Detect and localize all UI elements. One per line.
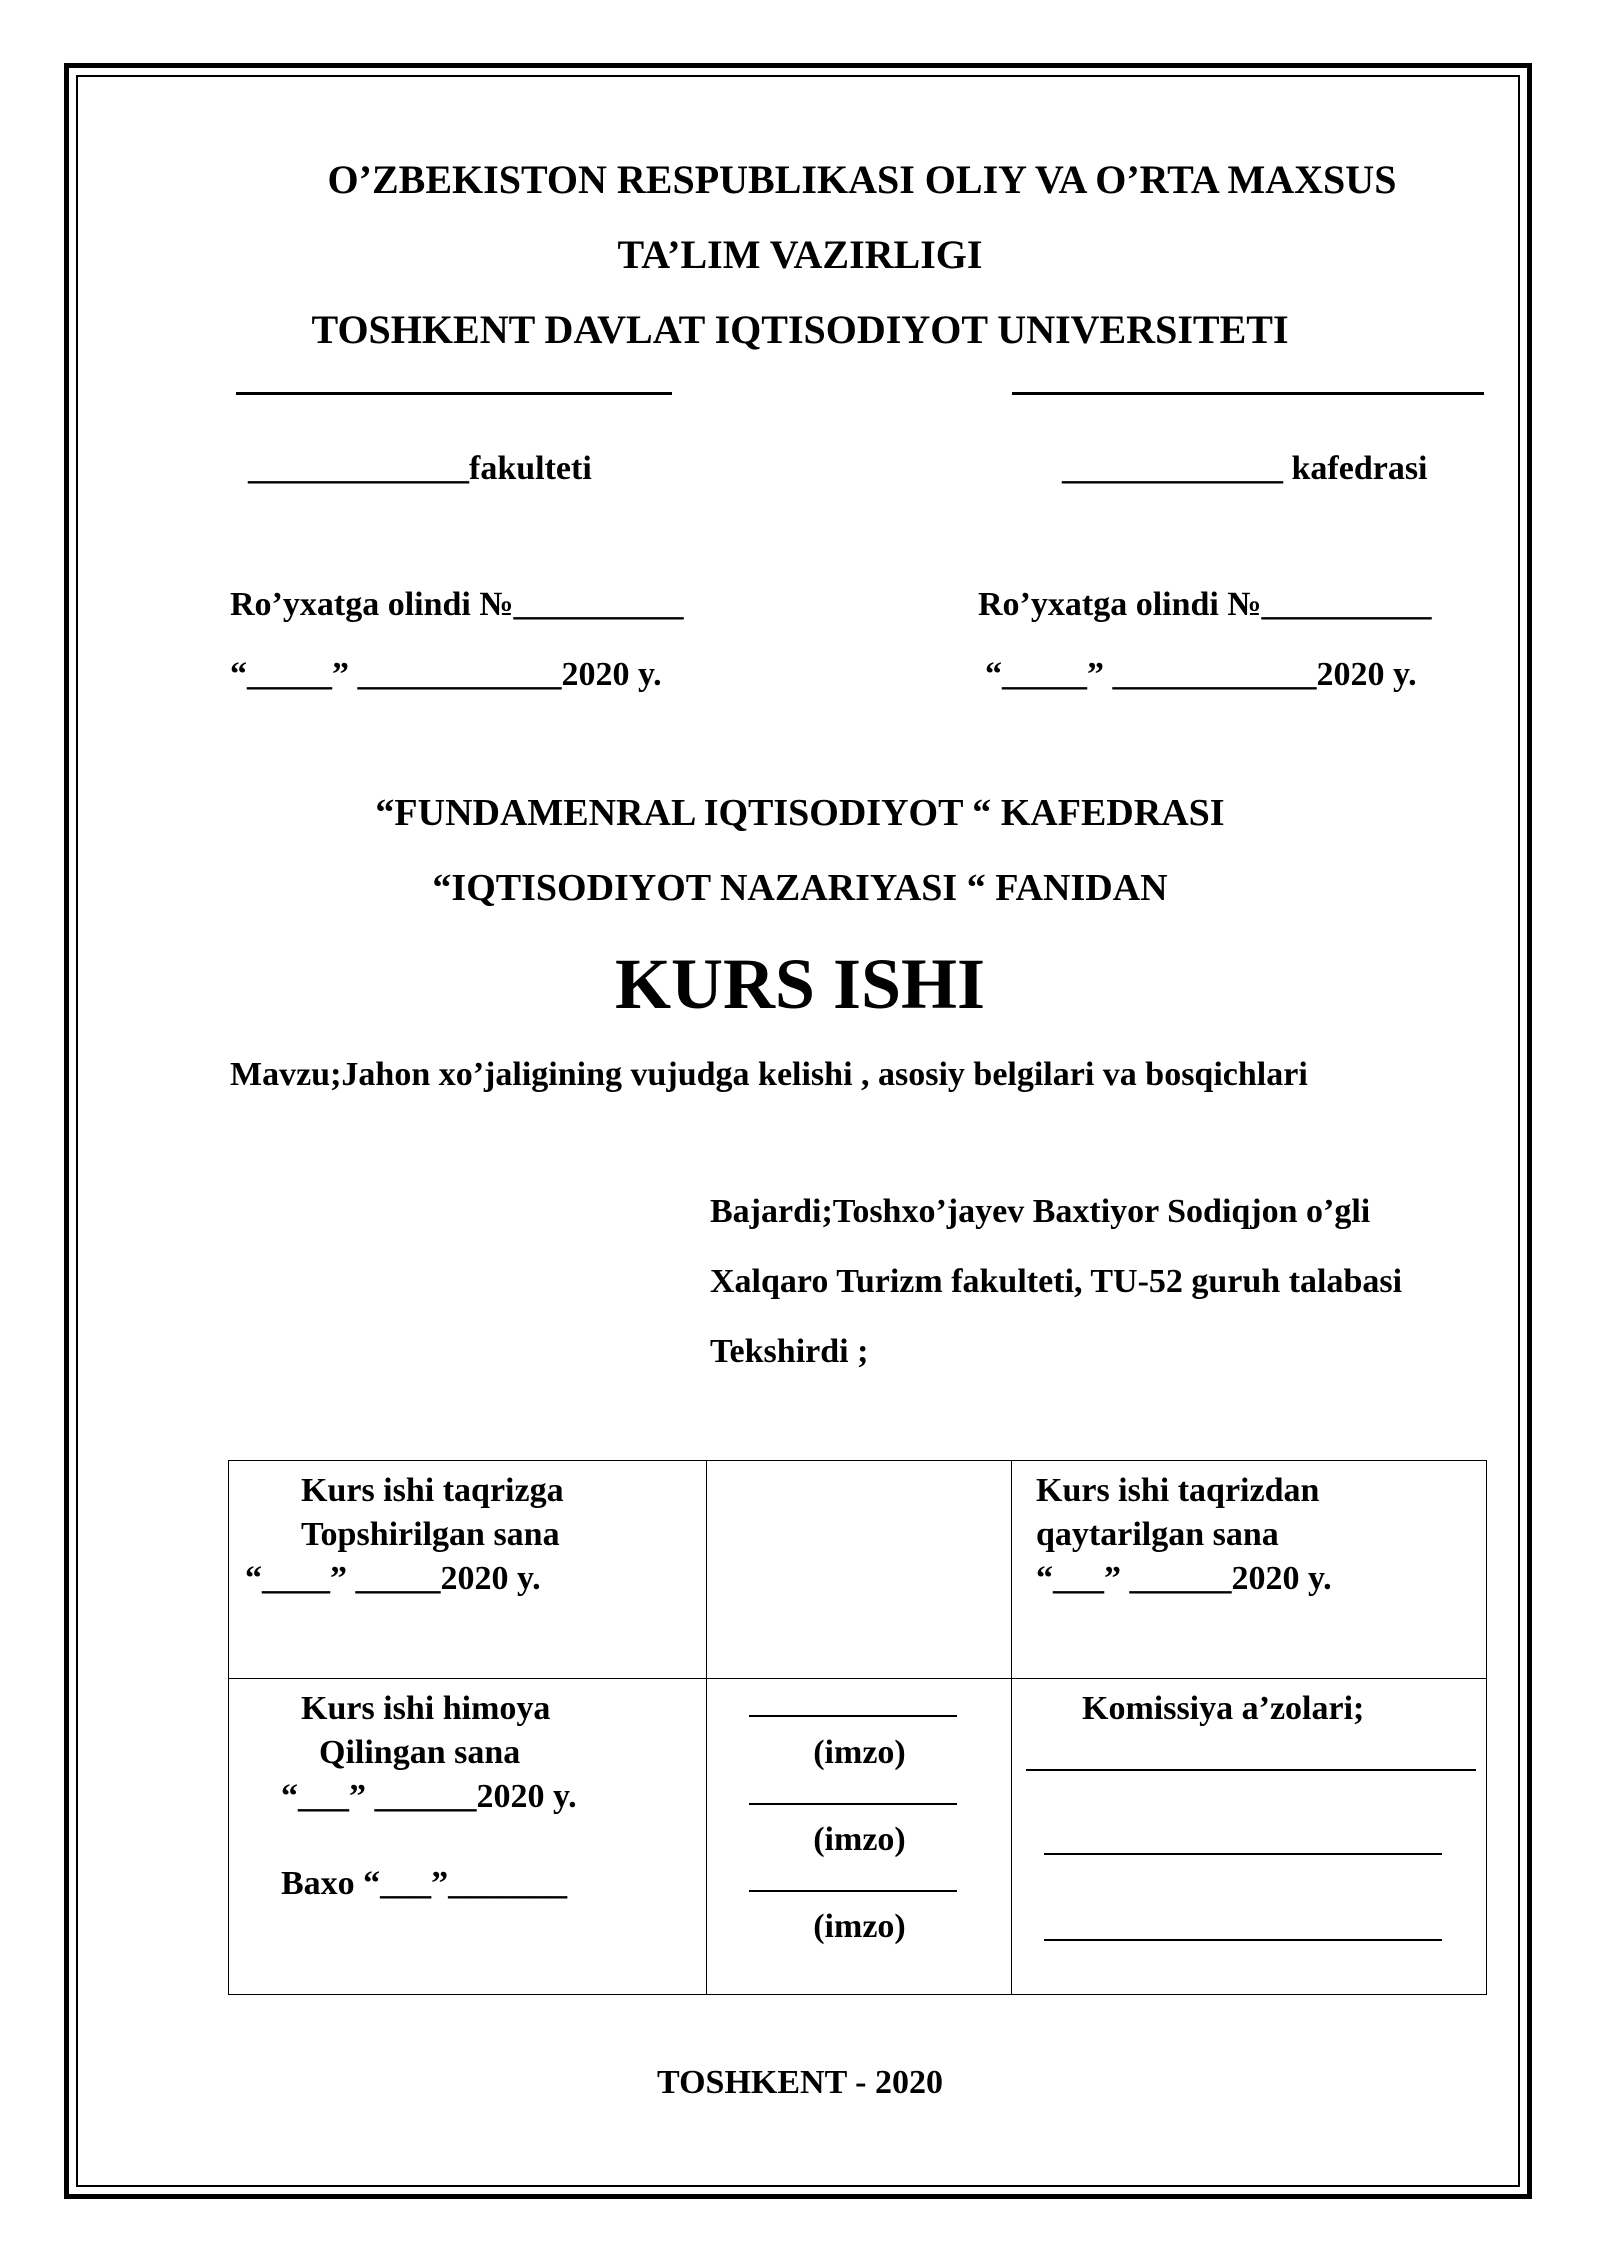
defended-cell (229, 1679, 707, 1995)
done-by: Bajardi;Toshxo’jayev Baxtiyor Sodiqjon o’gli (710, 1193, 1371, 1230)
returned-line-1: Kurs ishi taqrizdan (1036, 1472, 1320, 1509)
empty-cell (707, 1461, 1012, 1679)
subject-title: “IQTISODIYOT NAZARIYASI “ FANIDAN (432, 867, 1168, 909)
student-group: Xalqaro Turizm fakulteti, TU-52 guruh talabasi (710, 1263, 1403, 1300)
signature-label-3: (imzo) (813, 1908, 906, 1945)
department-blank-line (1012, 392, 1484, 395)
registration-right: Ro’yxatga olindi №__________ (978, 586, 1432, 623)
signature-line-1 (749, 1715, 957, 1717)
faculty-blank-line (236, 392, 672, 395)
grade-line: Baxo “___”_______ (281, 1865, 568, 1902)
commission-label: Komissiya a’zolari; (1082, 1690, 1365, 1727)
signature-line-3 (749, 1890, 957, 1892)
returned-line-2: qaytarilgan sana (1036, 1516, 1279, 1553)
ministry-line-2: TA’LIM VAZIRLIGI (617, 232, 983, 277)
returned-date: “___” ______2020 y. (1036, 1560, 1332, 1597)
returned-cell (1012, 1461, 1487, 1679)
ministry-line-1: O’ZBEKISTON RESPUBLIKASI OLIY VA O’RTA MAXSUS (327, 157, 1397, 202)
topic-line: Mavzu;Jahon xo’jaligining vujudga kelishi , asosiy belgilari va bosqichlari (230, 1056, 1308, 1093)
university-name: TOSHKENT DAVLAT IQTISODIYOT UNIVERSITETI (311, 307, 1289, 352)
registration-date-left: “_____” ____________2020 y. (230, 656, 662, 693)
checked-by: Tekshirdi ; (710, 1333, 869, 1370)
work-type-title: KURS ISHI (614, 944, 986, 1024)
registration-left: Ro’yxatga olindi №__________ (230, 586, 684, 623)
city-year: TOSHKENT - 2020 (657, 2064, 943, 2101)
signature-line-2 (749, 1803, 957, 1805)
defended-date: “___” ______2020 y. (281, 1778, 577, 1815)
signatures-cell (707, 1679, 1012, 1995)
submitted-date: “____” _____2020 y. (245, 1560, 541, 1597)
registration-date-right: “_____” ____________2020 y. (985, 656, 1417, 693)
commission-cell (1012, 1679, 1487, 1995)
submitted-line-2: Topshirilgan sana (301, 1516, 560, 1553)
evaluation-table (228, 1460, 1487, 1995)
commission-line-1 (1026, 1769, 1476, 1771)
defended-line-2: Qilingan sana (319, 1734, 521, 1771)
department-label: _____________ kafedrasi (1062, 450, 1428, 487)
signature-label-1: (imzo) (813, 1734, 906, 1771)
commission-line-3 (1044, 1939, 1442, 1941)
defended-line-1: Kurs ishi himoya (301, 1690, 551, 1727)
commission-line-2 (1044, 1853, 1442, 1855)
submitted-line-1: Kurs ishi taqrizga (301, 1472, 564, 1509)
faculty-label: _____________fakulteti (248, 450, 592, 487)
signature-label-2: (imzo) (813, 1821, 906, 1858)
department-title: “FUNDAMENRAL IQTISODIYOT “ KAFEDRASI (375, 792, 1225, 834)
submitted-cell (229, 1461, 707, 1679)
